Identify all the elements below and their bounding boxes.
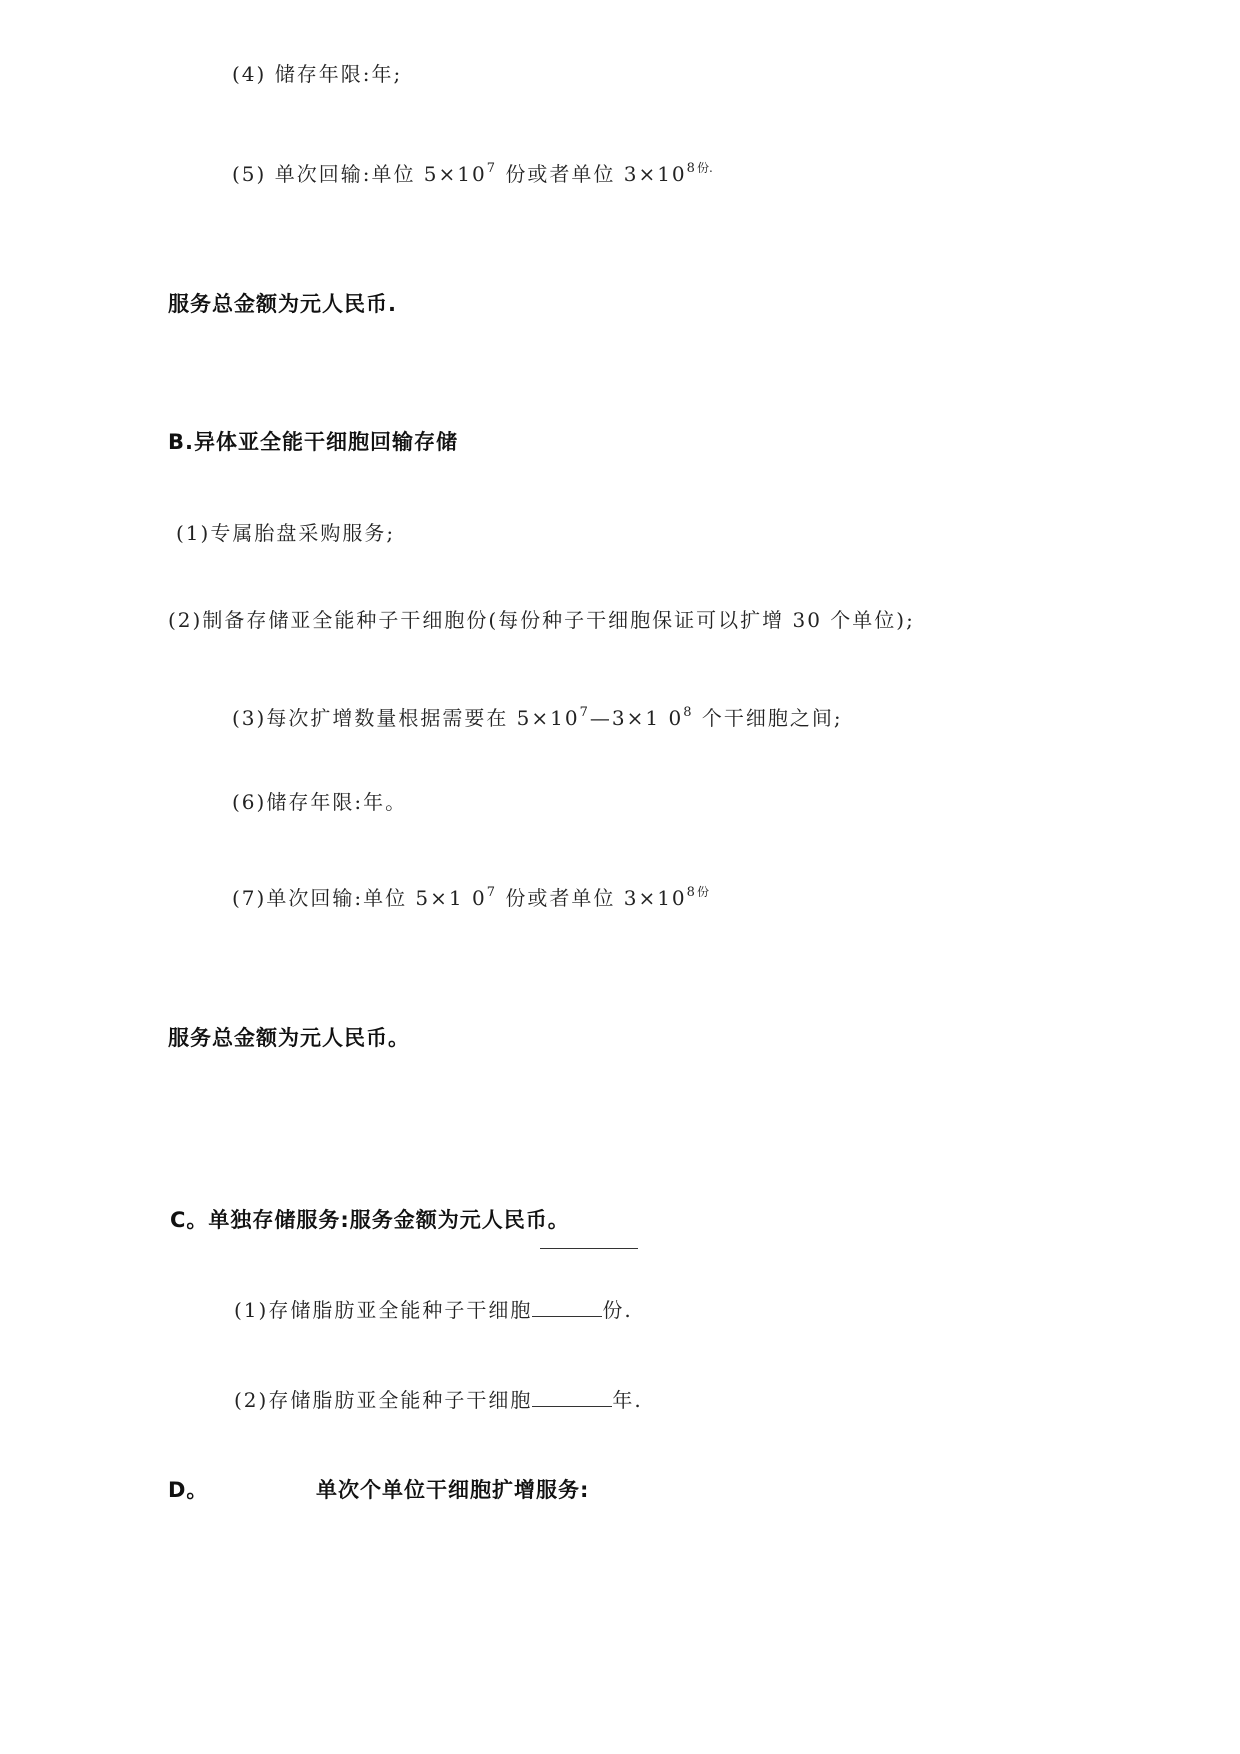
section-b-item-6: (6)储存年限:年。: [232, 790, 408, 814]
exponent: 7: [486, 885, 497, 900]
section-c-heading: C。单独存储服务:服务金额为元人民币。: [170, 1208, 570, 1232]
item-storage-years: [232, 60, 402, 88]
section-b-item-3: [232, 704, 843, 732]
item-tail: 份.: [602, 1298, 633, 1322]
total-amount-a: 服务总金额为元人民币.: [168, 292, 397, 316]
item-text: (2)存储脂肪亚全能种子干细胞: [234, 1388, 533, 1412]
item-text: 份或者单位 3×10: [497, 162, 687, 186]
fill-in-blank: [532, 1386, 612, 1407]
section-c-item-2: [234, 1386, 643, 1414]
fill-in-blank: [532, 1296, 602, 1317]
item-text: 单次回输:单位 5×10: [274, 162, 487, 186]
item-text: (3)每次扩增数量根据需要在 5×10: [232, 706, 580, 730]
item-tail: 份.: [696, 161, 713, 175]
section-b-heading: B.异体亚全能干细胞回输存储: [168, 430, 458, 454]
section-b-item-1: (1)专属胎盘采购服务;: [176, 521, 396, 545]
section-d-label: D。: [168, 1478, 209, 1502]
exponent: 7: [486, 161, 498, 176]
total-amount-b: 服务总金额为元人民币。: [168, 1026, 410, 1050]
item-tail: 年.: [612, 1388, 643, 1412]
item-text: (7)单次回输:单位 5×1 0: [232, 886, 487, 910]
exponent: 8: [686, 885, 697, 900]
item-text: (1)存储脂肪亚全能种子干细胞: [234, 1298, 533, 1322]
section-c-item-1: [234, 1296, 633, 1324]
section-b-item-7: [232, 878, 709, 912]
item-text: —3×1 0: [589, 706, 684, 730]
amount-underline: [540, 1248, 638, 1249]
item-single-reinfusion: [232, 154, 713, 188]
item-prefix: (5): [232, 162, 267, 186]
item-prefix: (4): [232, 62, 267, 86]
item-tail: 份: [696, 885, 709, 899]
item-text: 个干细胞之间;: [693, 706, 843, 730]
exponent: 8: [683, 705, 694, 720]
item-text: 份或者单位 3×10: [497, 886, 687, 910]
item-text: 储存年限:年;: [274, 62, 403, 86]
exponent: 8: [686, 161, 697, 176]
section-b-item-2: (2)制备存储亚全能种子干细胞份(每份种子干细胞保证可以扩增 30 个单位);: [168, 608, 915, 632]
exponent: 7: [579, 705, 590, 720]
section-d-text: 单次个单位干细胞扩增服务:: [316, 1478, 590, 1502]
